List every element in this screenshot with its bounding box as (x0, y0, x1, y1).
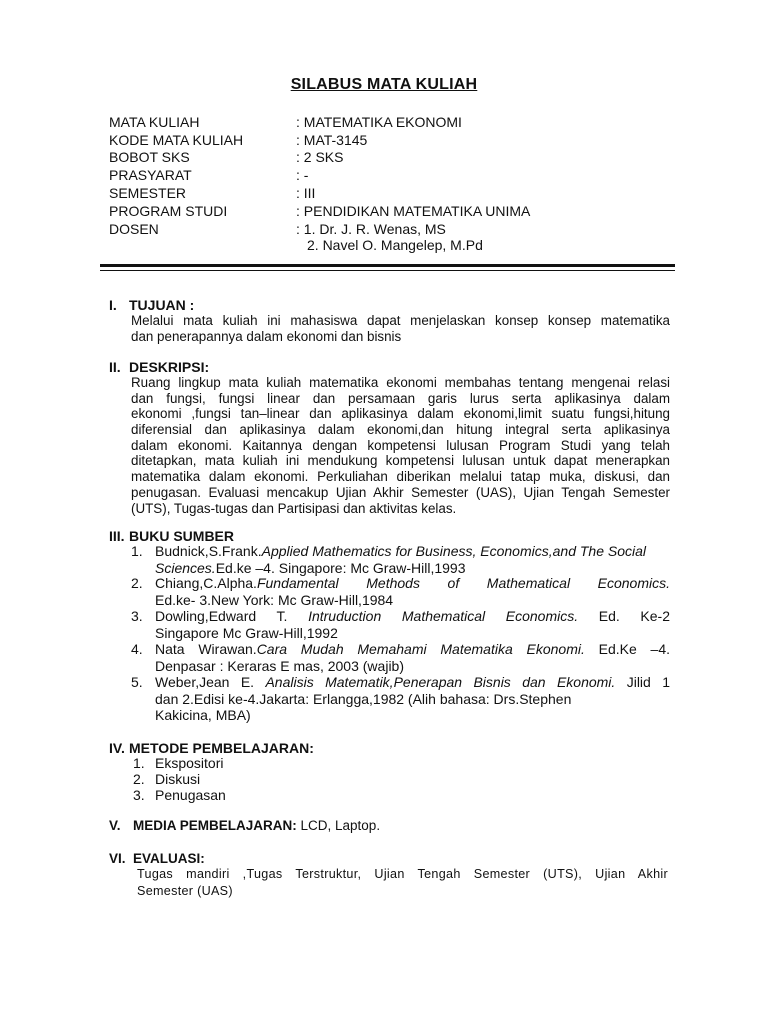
info-label: BOBOT SKS (109, 149, 190, 165)
book-author: Weber,Jean E. (155, 674, 266, 690)
divider-thick (100, 264, 675, 267)
book-publisher: Denpasar : Keraras E mas, 2003 (wajib) (155, 657, 404, 674)
info-value: : 2 SKS (296, 149, 344, 165)
book-publisher: Ed.ke –4. Singapore: Mc Graw-Hill,1993 (215, 559, 466, 576)
text-line: dalam ekonomi. Kaitannya dengan kompetensi lulusan Program Studi yang telah (131, 437, 670, 453)
info-label: PROGRAM STUDI (109, 203, 228, 219)
list-item (133, 771, 200, 787)
list-number: 3. (133, 787, 145, 803)
section-number: V. (109, 818, 121, 833)
info-value: : MAT-3145 (296, 132, 368, 148)
section-title: DESKRIPSI: (129, 359, 210, 375)
section-title: BUKU SUMBER (129, 528, 234, 544)
section-title: EVALUASI: (133, 851, 205, 866)
text-line: ekonomi ,fungsi tan–linear dan aplikasinya dalam ekonomi,limit suatu fungsi,hitung (131, 406, 670, 422)
list-number: 2. (131, 575, 143, 591)
book-title: Fundamental Methods of Mathematical Economics. (256, 575, 670, 591)
info-label: MATA KULIAH (109, 114, 200, 130)
book-publisher: Ed.ke- 3.New York: Mc Graw-Hill,1984 (155, 591, 394, 608)
media-value: LCD, Laptop. (296, 818, 381, 833)
list-number: 2. (133, 771, 145, 787)
info-value: : PENDIDIKAN MATEMATIKA UNIMA (296, 203, 531, 219)
book-title: Applied Mathematics for Business, Economics,and The Social (261, 543, 647, 559)
section-heading-tujuan (109, 297, 194, 313)
section-number: I. (109, 297, 117, 313)
list-text: Ekspositori (155, 755, 224, 771)
text-line: penugasan. Evaluasi mencakup Ujian Akhir Semester (UAS), Ujian Tengah Semester (131, 484, 670, 500)
info-value: : - (296, 167, 309, 183)
info-value: : MATEMATIKA EKONOMI (296, 114, 462, 130)
info-label: PRASYARAT (109, 167, 192, 183)
info-label: SEMESTER (109, 185, 187, 201)
list-item (133, 755, 223, 771)
info-label: KODE MATA KULIAH (109, 132, 244, 148)
book-title: Intruduction Mathematical Economics. (308, 608, 579, 624)
section-title: TUJUAN : (129, 297, 195, 313)
list-number: 5. (131, 674, 143, 690)
book-title: Sciences. (155, 559, 216, 576)
paragraph-deskripsi (131, 375, 670, 516)
section-media (109, 818, 380, 833)
text-line: Ruang lingkup mata kuliah matematika ekonomi membahas tentang mengenai relasi (131, 375, 670, 390)
section-heading-metode (109, 740, 314, 756)
text-line: ditetapkan, mata kuliah ini mendukung kompetensi lulusan untuk dapat menerapkan (131, 453, 670, 469)
text-line: matematika dalam ekonomi. Perkuliahan diberikan melalui tatap muka, diskusi, dan (131, 469, 670, 485)
text-line: (UTS), Tugas-tugas dan Partisipasi dan aktivitas kelas. (131, 500, 457, 516)
section-heading-buku (109, 528, 234, 544)
list-number: 1. (131, 543, 143, 559)
section-heading-deskripsi (109, 359, 209, 375)
book-author: Budnick,S.Frank. (155, 543, 262, 559)
book-author: Nata Wirawan. (155, 641, 257, 657)
book-publisher: Singapore Mc Graw-Hill,1992 (155, 624, 338, 641)
list-text: Penugasan (155, 787, 226, 803)
text-line: dan fungsi, fungsi linear dan persamaan garis lurus serta aplikasinya dalam (131, 390, 670, 406)
list-text: Diskusi (155, 771, 201, 787)
text-line: dan penerapannya dalam ekonomi dan bisnis (131, 328, 402, 344)
list-number: 1. (133, 755, 145, 771)
section-number: III. (109, 528, 125, 544)
page-title: SILABUS MATA KULIAH (290, 76, 478, 93)
book-title: Cara Mudah Memahami Matematika Ekonomi. (256, 641, 585, 657)
paragraph-tujuan (131, 313, 670, 344)
section-title: METODE PEMBELAJARAN: (129, 740, 314, 756)
book-edition: Ed. Ke-2 (578, 608, 670, 624)
info-value: : 1. Dr. J. R. Wenas, MS (296, 221, 446, 237)
list-number: 3. (131, 608, 143, 624)
text-line: Melalui mata kuliah ini mahasiswa dapat menjelaskan konsep konsep matematika (131, 313, 670, 328)
book-publisher: dan 2.Edisi ke-4.Jakarta: Erlangga,1982 (Alih bahasa: Drs.Stephen (155, 690, 572, 707)
list-number: 4. (131, 641, 143, 657)
paragraph-evaluasi (137, 866, 668, 900)
text-line: Tugas mandiri ,Tugas Terstruktur, Ujian Tengah Semester (UTS), Ujian Akhir (137, 867, 668, 881)
list-item (133, 787, 226, 803)
info-value: 2. Navel O. Mangelep, M.Pd (307, 237, 483, 253)
book-author: Dowling,Edward T. (155, 608, 309, 624)
section-number: II. (109, 359, 121, 375)
text-line: Semester (UAS) (137, 884, 233, 898)
divider-thin (100, 270, 675, 271)
section-number: IV. (109, 740, 125, 756)
section-title: MEDIA PEMBELAJARAN: (133, 818, 297, 833)
book-title: Analisis Matematik,Penerapan Bisnis dan Ekonomi. (265, 674, 616, 690)
info-label: DOSEN (109, 221, 159, 237)
section-number: VI. (109, 851, 126, 866)
book-edition: Jilid 1 (615, 674, 670, 690)
section-heading-evaluasi (109, 851, 205, 866)
book-author: Chiang,C.Alpha. (155, 575, 257, 591)
text-line: diferensial dan aplikasinya dalam ekonomi,dan hitung integral serta aplikasinya (131, 422, 670, 438)
book-publisher: Kakicina, MBA) (155, 707, 251, 723)
info-value: : III (296, 185, 316, 201)
book-edition: Ed.Ke –4. (584, 641, 670, 657)
